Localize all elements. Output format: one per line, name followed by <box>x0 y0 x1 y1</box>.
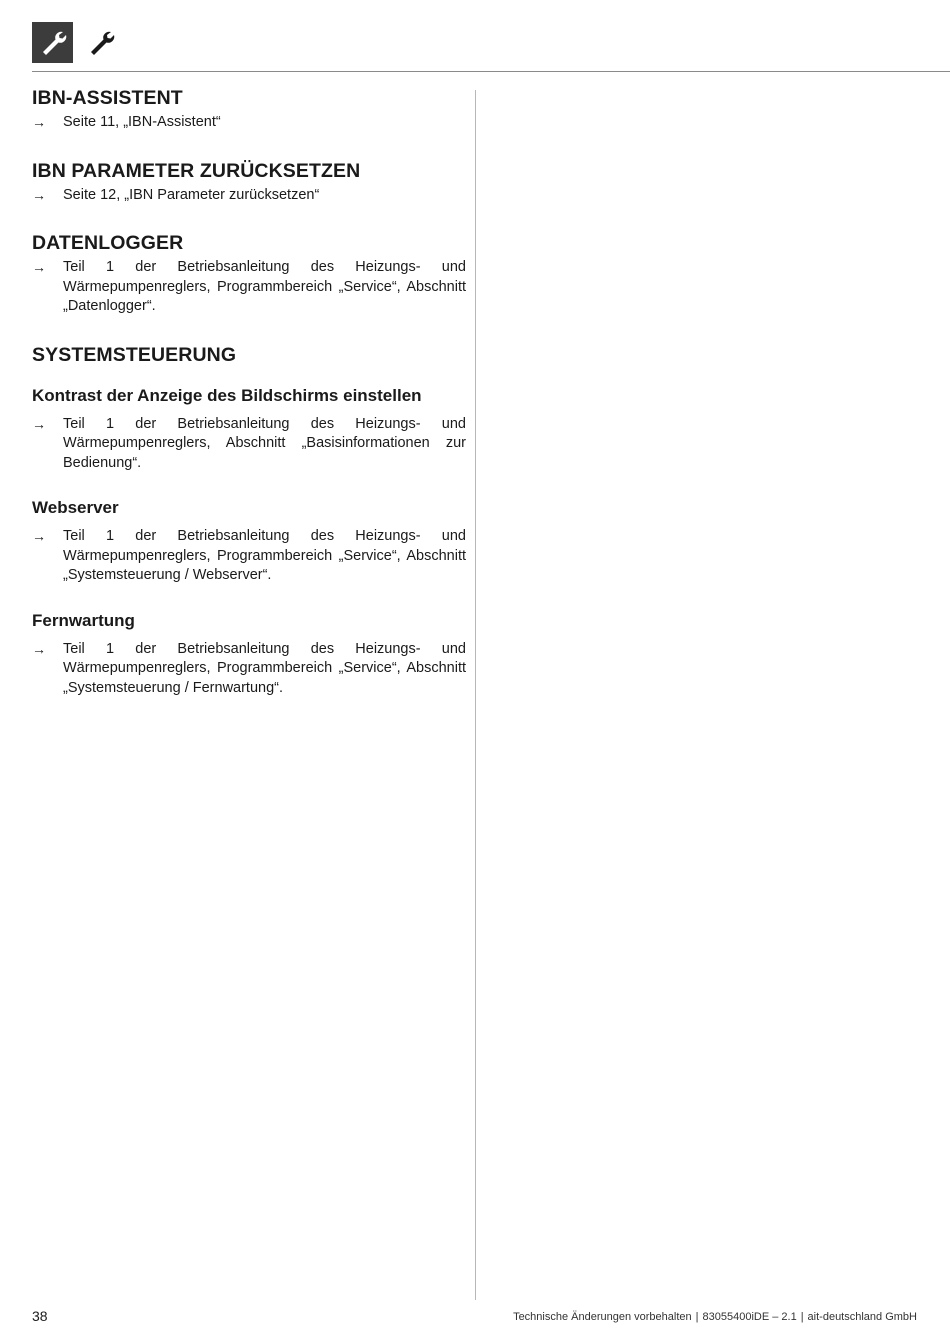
reference-text: Teil 1 der Betriebsanleitung des Heizungs- und Wärmepumpenreglers, Programmbereich „Service“, Abschnitt „Systemsteuerung / Fernwartung“. <box>63 640 466 696</box>
footer-separator: | <box>695 1311 699 1323</box>
column-divider <box>475 90 476 1300</box>
arrow-right-icon: → <box>32 528 46 544</box>
section-heading: DATENLOGGER <box>32 232 184 254</box>
header-divider <box>32 71 950 72</box>
wrench-icon <box>80 22 121 63</box>
footer-company: ait-deutschland GmbH <box>807 1311 917 1323</box>
subsection-fernwartung <box>32 610 466 699</box>
arrow-right-icon: → <box>32 186 46 203</box>
reference-item <box>32 415 466 474</box>
reference-item <box>32 186 466 206</box>
reference-item <box>32 113 466 133</box>
header-icons <box>32 22 121 63</box>
reference-item <box>32 640 466 699</box>
section-ibn-parameter <box>32 159 466 206</box>
subsection-heading: Fernwartung <box>32 610 135 630</box>
reference-item <box>32 527 466 586</box>
reference-text: Teil 1 der Betriebsanleitung des Heizungs- und Wärmepumpenreglers, Programmbereich „Service“, Abschnitt „Datenlogger“. <box>63 259 466 314</box>
footer-notice: Technische Änderungen vorbehalten <box>513 1311 692 1323</box>
section-heading: IBN-ASSISTENT <box>32 87 183 109</box>
reference-text: Seite 12, „IBN Parameter zurücksetzen“ <box>63 186 320 203</box>
section-datenlogger <box>32 231 466 317</box>
footer-separator: | <box>800 1311 804 1323</box>
page-number: 38 <box>32 1308 48 1324</box>
section-systemsteuerung <box>32 343 466 367</box>
section-ibn-assistent <box>32 86 466 133</box>
subsection-heading: Kontrast der Anzeige des Bildschirms einstellen <box>32 385 422 405</box>
arrow-right-icon: → <box>32 114 46 130</box>
subsection-heading: Webserver <box>32 498 119 517</box>
reference-text: Teil 1 der Betriebsanleitung des Heizungs- und Wärmepumpenreglers, Programmbereich „Service“, Abschnitt „Systemsteuerung / Webserver“. <box>63 528 466 583</box>
footer-doc-id: 83055400iDE – 2.1 <box>702 1311 797 1323</box>
arrow-right-icon: → <box>32 415 46 432</box>
arrow-right-icon: → <box>32 640 46 657</box>
footer-info <box>513 1311 917 1323</box>
reference-text: Teil 1 der Betriebsanleitung des Heizungs- und Wärmepumpenreglers, Abschnitt „Basisinformationen zur Bedienung“. <box>63 415 466 471</box>
section-heading: SYSTEMSTEUERUNG <box>32 343 237 366</box>
main-content <box>32 86 466 698</box>
section-heading: IBN PARAMETER ZURÜCKSETZEN <box>32 159 361 182</box>
reference-item <box>32 258 466 317</box>
wrench-icon-inverted <box>32 22 73 63</box>
subsection-kontrast <box>32 385 466 474</box>
subsection-webserver <box>32 497 466 586</box>
arrow-right-icon: → <box>32 259 46 275</box>
reference-text: Seite 11, „IBN-Assistent“ <box>63 114 221 130</box>
